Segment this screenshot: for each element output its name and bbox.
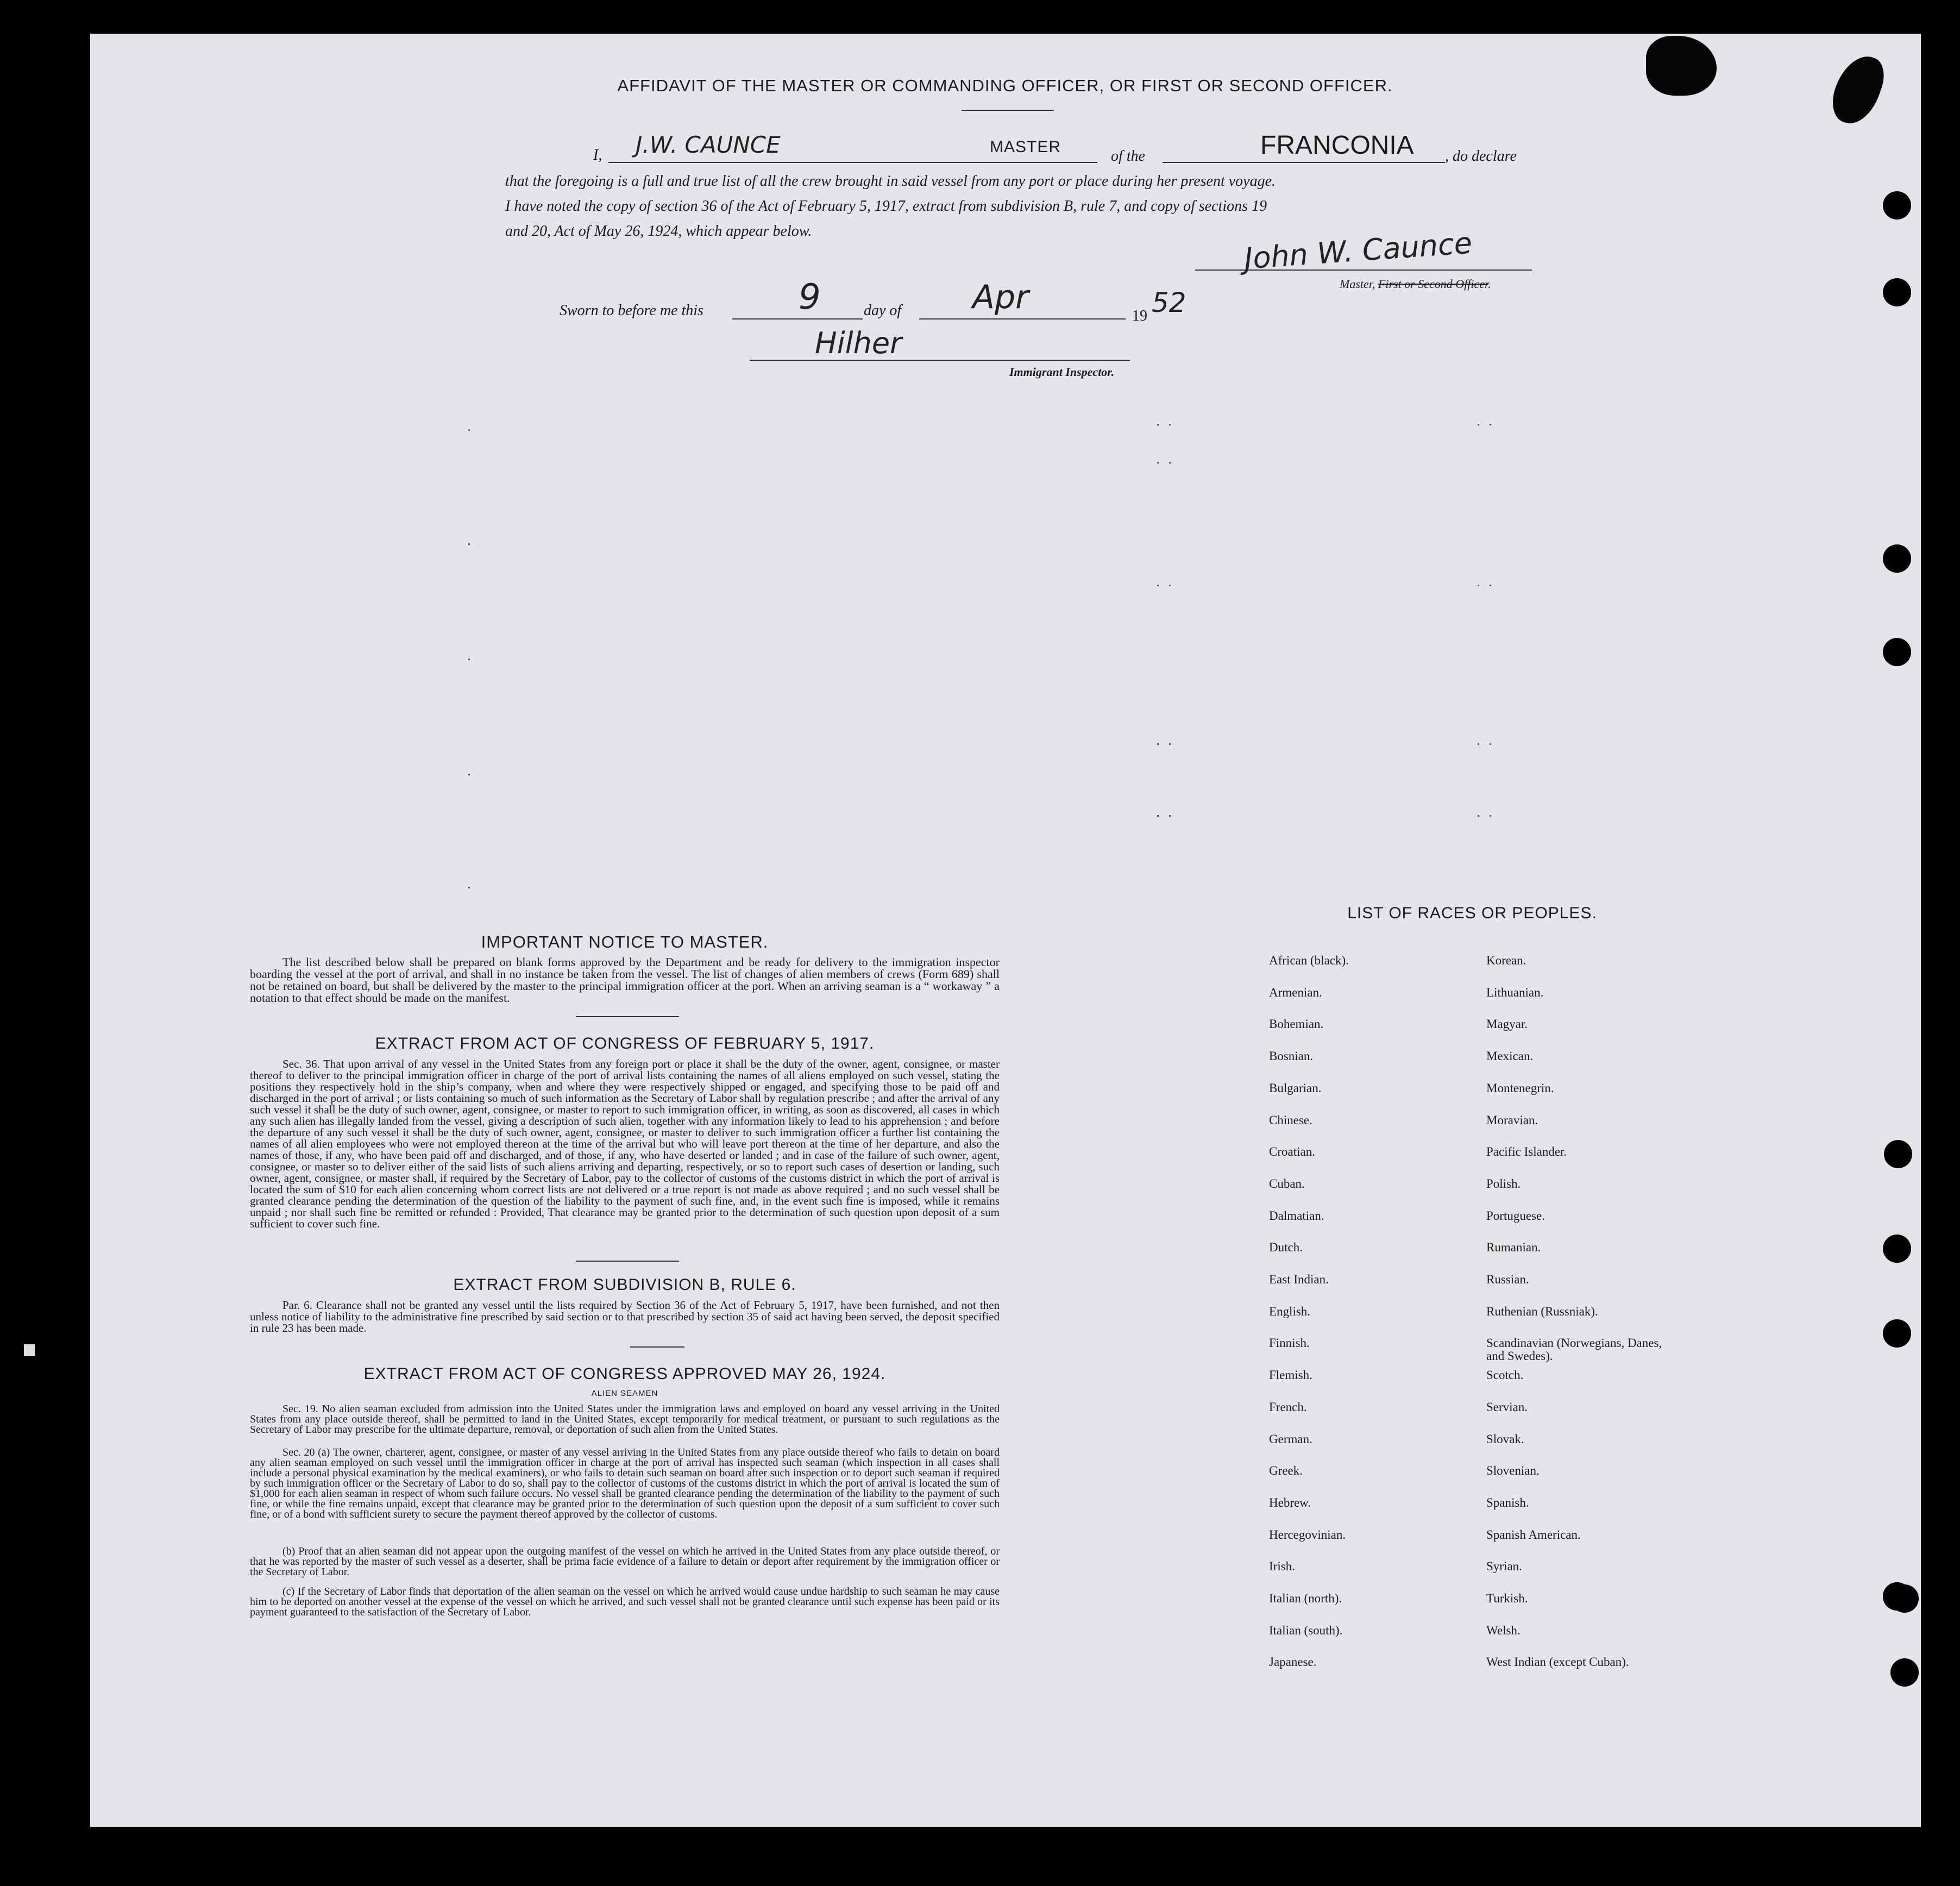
race-item: Italian (south).: [1269, 1624, 1343, 1637]
ruling-tick: [1169, 743, 1171, 745]
race-item: Armenian.: [1269, 986, 1322, 999]
ruling-tick: [1490, 585, 1491, 586]
punch-hole: [1890, 1584, 1919, 1613]
race-item: Irish.: [1269, 1559, 1295, 1573]
inspector-label: Immigrant Inspector.: [1009, 365, 1115, 379]
name-handwritten: J.W. CAUNCE: [636, 131, 781, 158]
sworn-day: 9: [799, 277, 821, 317]
sec20c-body: (c) If the Secretary of Labor finds that deportation of the alien seaman on the vessel on which he arrived would cause undue hardship to such seaman he may cause him to be deported on another vessel at the expense of the vessel on which he arrived, and such vessel shall not be granted clearance until such expense has been paid or its payment guaranteed to the satisfaction of the Secretary of Labor.: [250, 1586, 1000, 1618]
punch-hole: [1883, 1235, 1911, 1263]
race-item: Rumanian.: [1486, 1240, 1541, 1254]
race-item: Hercegovinian.: [1269, 1528, 1346, 1542]
punch-hole: [1890, 1658, 1919, 1687]
title-rule: [962, 110, 1054, 111]
ruling-tick: [468, 429, 470, 431]
race-item: East Indian.: [1269, 1273, 1329, 1286]
race-item: Lithuanian.: [1486, 986, 1544, 999]
inspector-signature-line: [750, 335, 1130, 361]
race-item: Croatian.: [1269, 1145, 1315, 1158]
race-item: Bulgarian.: [1269, 1081, 1322, 1095]
race-item: Spanish.: [1486, 1496, 1529, 1509]
ruling-tick: [468, 543, 470, 545]
race-item: Spanish American.: [1486, 1528, 1581, 1542]
ruling-tick: [1490, 815, 1491, 817]
rank-stamp: MASTER: [990, 138, 1061, 156]
year-handwritten: 52: [1152, 287, 1186, 318]
race-item: Finnish.: [1269, 1336, 1310, 1350]
master-signature: John W. Caunce: [1243, 225, 1473, 276]
ruling-tick: [1169, 585, 1171, 586]
punch-hole: [1883, 278, 1911, 306]
race-item: Dalmatian.: [1269, 1209, 1324, 1223]
paper-fragment: [24, 1344, 35, 1356]
extract-1917-body: Sec. 36. That upon arrival of any vessel in the United States from any foreign port or place it shall be the duty of the owner, agent, consignee, or master thereof to deliver to the principal immigration officer in charge of the port of arrival lists containing the names of all aliens employed on such vessel, stating the positions they respectively hold in the ship’s company, when and where they were respectively shipped or engaged, and specifying those to be paid off and discharged in the port of arrival ; or lists containing so much of such information as the Secretary of Labor shall by regulation prescribe ; and after the arrival of any such vessel it shall be the duty of such owner, agent, consignee, or master to report to such immigration officer, in writing, as soon as discovered, all cases in which any such alien has illegally landed from the vessel, giving a description of such alien, together with any information likely to lead to his apprehension ; and before the departure of any such vessel it shall be the duty of such owner, agent, consignee, or master to deliver to such immigration officer a further list containing the names of all alien employees who were not employed thereon at the time of the arrival but who will leave port thereon at the time of her departure, and also the names of those, if any, who have been paid off and discharged, and of those, if any, who have deserted or landed ; and in case of the failure of such owner, agent, consignee, or master so to deliver either of the said lists of such aliens arriving and departing, respectively, or so to report such cases of desertion or landing, such owner, agent, consignee, or master shall, if required by the Secretary of Labor, pay to the collector of customs of the customs district in which the port of arrival is located the sum of $10 for each alien concerning whom correct lists are not delivered or a true report is not made as above required ; and no such vessel shall be granted clearance pending the determination of the question of the liability to the payment of such fine, and, in the event such fine is imposed, while it remains unpaid ; nor shall such fine be remitted or refunded : Provided, That clearance may be granted prior to the determination of such question upon deposit of a sum sufficient to cover such fine.: [250, 1057, 1000, 1230]
rule6-rule: [630, 1346, 684, 1348]
race-item: Dutch.: [1269, 1240, 1303, 1254]
punch-hole: [1884, 1140, 1912, 1168]
race-item: Russian.: [1486, 1273, 1529, 1286]
race-item: Slovenian.: [1486, 1464, 1540, 1477]
affidavit-title: AFFIDAVIT OF THE MASTER OR COMMANDING OFFICER, OR FIRST OR SECOND OFFICER.: [617, 76, 1393, 95]
race-item: Bohemian.: [1269, 1017, 1324, 1031]
race-item: Moravian.: [1486, 1113, 1538, 1127]
day-of-label: day of: [864, 302, 902, 319]
signer-title-master: Master,: [1340, 277, 1375, 291]
signer-title: [1340, 277, 1491, 291]
ruling-tick: [1490, 424, 1491, 425]
race-item: Cuban.: [1269, 1177, 1305, 1191]
vessel-stamp: FRANCONIA: [1260, 131, 1414, 160]
ruling-tick: [1157, 585, 1159, 586]
declare-line: [593, 147, 602, 164]
rule6-body: Par. 6. Clearance shall not be granted any vessel until the lists required by Section 36 of the Act of February 5, 1917, have been furnished, and not then unless notice of liability to the administrative fine prescribed by said section or to that prescribed by section 35 of said act having been served, the deposit specified in rule 23 has been made.: [250, 1299, 1000, 1334]
race-item: Flemish.: [1269, 1368, 1312, 1382]
ruling-tick: [1478, 585, 1479, 586]
race-item: French.: [1269, 1400, 1307, 1414]
sworn-month: Apr: [972, 278, 1029, 316]
affidavit-line-4: and 20, Act of May 26, 1924, which appear below.: [505, 223, 812, 240]
ruling-tick: [1478, 743, 1479, 745]
rule6-title: EXTRACT FROM SUBDIVISION B, RULE 6.: [453, 1276, 796, 1294]
race-item: Syrian.: [1486, 1559, 1522, 1573]
ruling-tick: [1157, 743, 1159, 745]
do-declare-label: , do declare: [1445, 148, 1517, 165]
races-title: LIST OF RACES OR PEOPLES.: [1347, 904, 1597, 922]
punch-hole: [1883, 191, 1911, 220]
i-label: I,: [593, 147, 602, 164]
race-item: Bosnian.: [1269, 1049, 1314, 1063]
race-item: English.: [1269, 1305, 1311, 1318]
race-item: African (black).: [1269, 954, 1349, 967]
race-item: Ruthenian (Russniak).: [1486, 1305, 1598, 1318]
ruling-tick: [468, 774, 470, 775]
ruling-tick: [1478, 424, 1479, 425]
race-item: Montenegrin.: [1486, 1081, 1554, 1095]
ruling-tick: [1157, 815, 1159, 817]
race-item: Italian (north).: [1269, 1591, 1342, 1605]
race-item: Scandinavian (Norwegians, Danes, and Swedes).: [1486, 1336, 1662, 1363]
ruling-tick: [1169, 815, 1171, 817]
alien-seamen-subtitle: ALIEN SEAMEN: [591, 1389, 658, 1398]
sec20a-body: Sec. 20 (a) The owner, charterer, agent, consignee, or master of any vessel arriving in the United States from any place outside thereof who fails to detain on board any alien seaman employed on such vessel until the immigration officer in charge at the port of arrival has inspected such seaman (which inspection in all cases shall include a personal physical examination by the medical examiners), or who fails to detain such seaman on board after such inspection or to deport such seaman if required by such immigration officer or the Secretary of Labor to do so, shall pay to the collector of customs of the customs district in which the port of arrival is located the sum of $1,000 for each alien seaman in respect of whom such failure occurs. No vessel shall be granted clearance pending the determination of the liability to the payment of such fine, or while the fine remains unpaid, except that clearance may be granted prior to the determination of such question upon the deposit of a sum sufficient to cover such fine, or of a bond with sufficient surety to secure the payment thereof approved by the collector of customs.: [250, 1446, 1000, 1520]
punch-hole: [1883, 544, 1911, 573]
inspector-signature: Hilher: [815, 326, 902, 360]
notice-body: The list described below shall be prepared on blank forms approved by the Department and be ready for delivery to the immigration inspector boarding the vessel at the port of arrival, and shall in no instance be taken from the vessel. The list of changes of alien members of crews (Form 689) shall not be retained on board, but shall be delivered by the master to the principal immigration officer at the port. When an arriving seaman is a “ workaway ” a notation to that effect should be made on the manifest.: [250, 955, 1000, 1005]
race-item: Portuguese.: [1486, 1209, 1545, 1223]
race-item: Chinese.: [1269, 1113, 1312, 1127]
race-item: Magyar.: [1486, 1017, 1528, 1031]
ruling-tick: [468, 659, 470, 660]
ruling-tick: [1490, 743, 1491, 745]
race-item: Japanese.: [1269, 1655, 1317, 1669]
ruling-tick: [1157, 462, 1159, 463]
ruling-tick: [1478, 815, 1479, 817]
extract-1917-title: EXTRACT FROM ACT OF CONGRESS OF FEBRUARY 5, 1917.: [375, 1035, 875, 1052]
notice-title: IMPORTANT NOTICE TO MASTER.: [481, 932, 769, 951]
ruling-tick: [1169, 424, 1171, 425]
race-item: Greek.: [1269, 1464, 1303, 1477]
race-item: Servian.: [1486, 1400, 1528, 1414]
sworn-day-field: [732, 297, 863, 319]
race-item: Hebrew.: [1269, 1496, 1311, 1509]
extract-1917-rule: [576, 1261, 679, 1262]
signer-title-end: .: [1488, 277, 1491, 291]
punch-hole: [1883, 638, 1911, 666]
race-item: German.: [1269, 1432, 1312, 1446]
race-item: Welsh.: [1486, 1624, 1521, 1637]
race-item: Slovak.: [1486, 1432, 1524, 1446]
race-item: Pacific Islander.: [1486, 1145, 1567, 1158]
race-item: Turkish.: [1486, 1591, 1528, 1605]
sworn-label: Sworn to before me this: [560, 302, 703, 319]
ruling-tick: [1157, 424, 1159, 425]
race-item: Mexican.: [1486, 1049, 1534, 1063]
race-item: Korean.: [1486, 954, 1526, 967]
punch-hole: [1883, 1319, 1911, 1348]
signer-title-struck: First or Second Officer: [1378, 277, 1488, 291]
year-prefix: 19: [1132, 308, 1147, 324]
ruling-tick: [468, 887, 470, 888]
affidavit-line-2: that the foregoing is a full and true list of all the crew brought in said vessel from any port or place during her present voyage.: [505, 173, 1276, 190]
ruling-tick: [1169, 462, 1171, 463]
race-item: Polish.: [1486, 1177, 1521, 1191]
race-item: Scotch.: [1486, 1368, 1524, 1382]
sec20b-body: (b) Proof that an alien seaman did not appear upon the outgoing manifest of the vessel on which he arrived in the United States from any place outside thereof, or that he was reported by the master of such vessel as a deserter, shall be prima facie evidence of a failure to detain or deport after requirement by the immigration officer or the Secretary of Labor.: [250, 1545, 1000, 1578]
extract-1924-title: EXTRACT FROM ACT OF CONGRESS APPROVED MAY 26, 1924.: [363, 1365, 886, 1383]
sec19-body: Sec. 19. No alien seaman excluded from admission into the United States under the immigration laws and employed on board any vessel arriving in the United States from any place outside thereof, shall be permitted to land in the United States, except temporarily for medical treatment, or pursuant to such regulations as the Secretary of Labor may prescribe for the ultimate departure, removal, or deportation of such alien from the United States.: [250, 1403, 1000, 1436]
notice-rule: [576, 1016, 679, 1017]
race-item: West Indian (except Cuban).: [1486, 1655, 1629, 1669]
of-the-label: of the: [1111, 148, 1145, 165]
affidavit-line-3: I have noted the copy of section 36 of the Act of February 5, 1917, extract from subdivision B, rule 7, and copy of sections 19: [505, 198, 1267, 215]
